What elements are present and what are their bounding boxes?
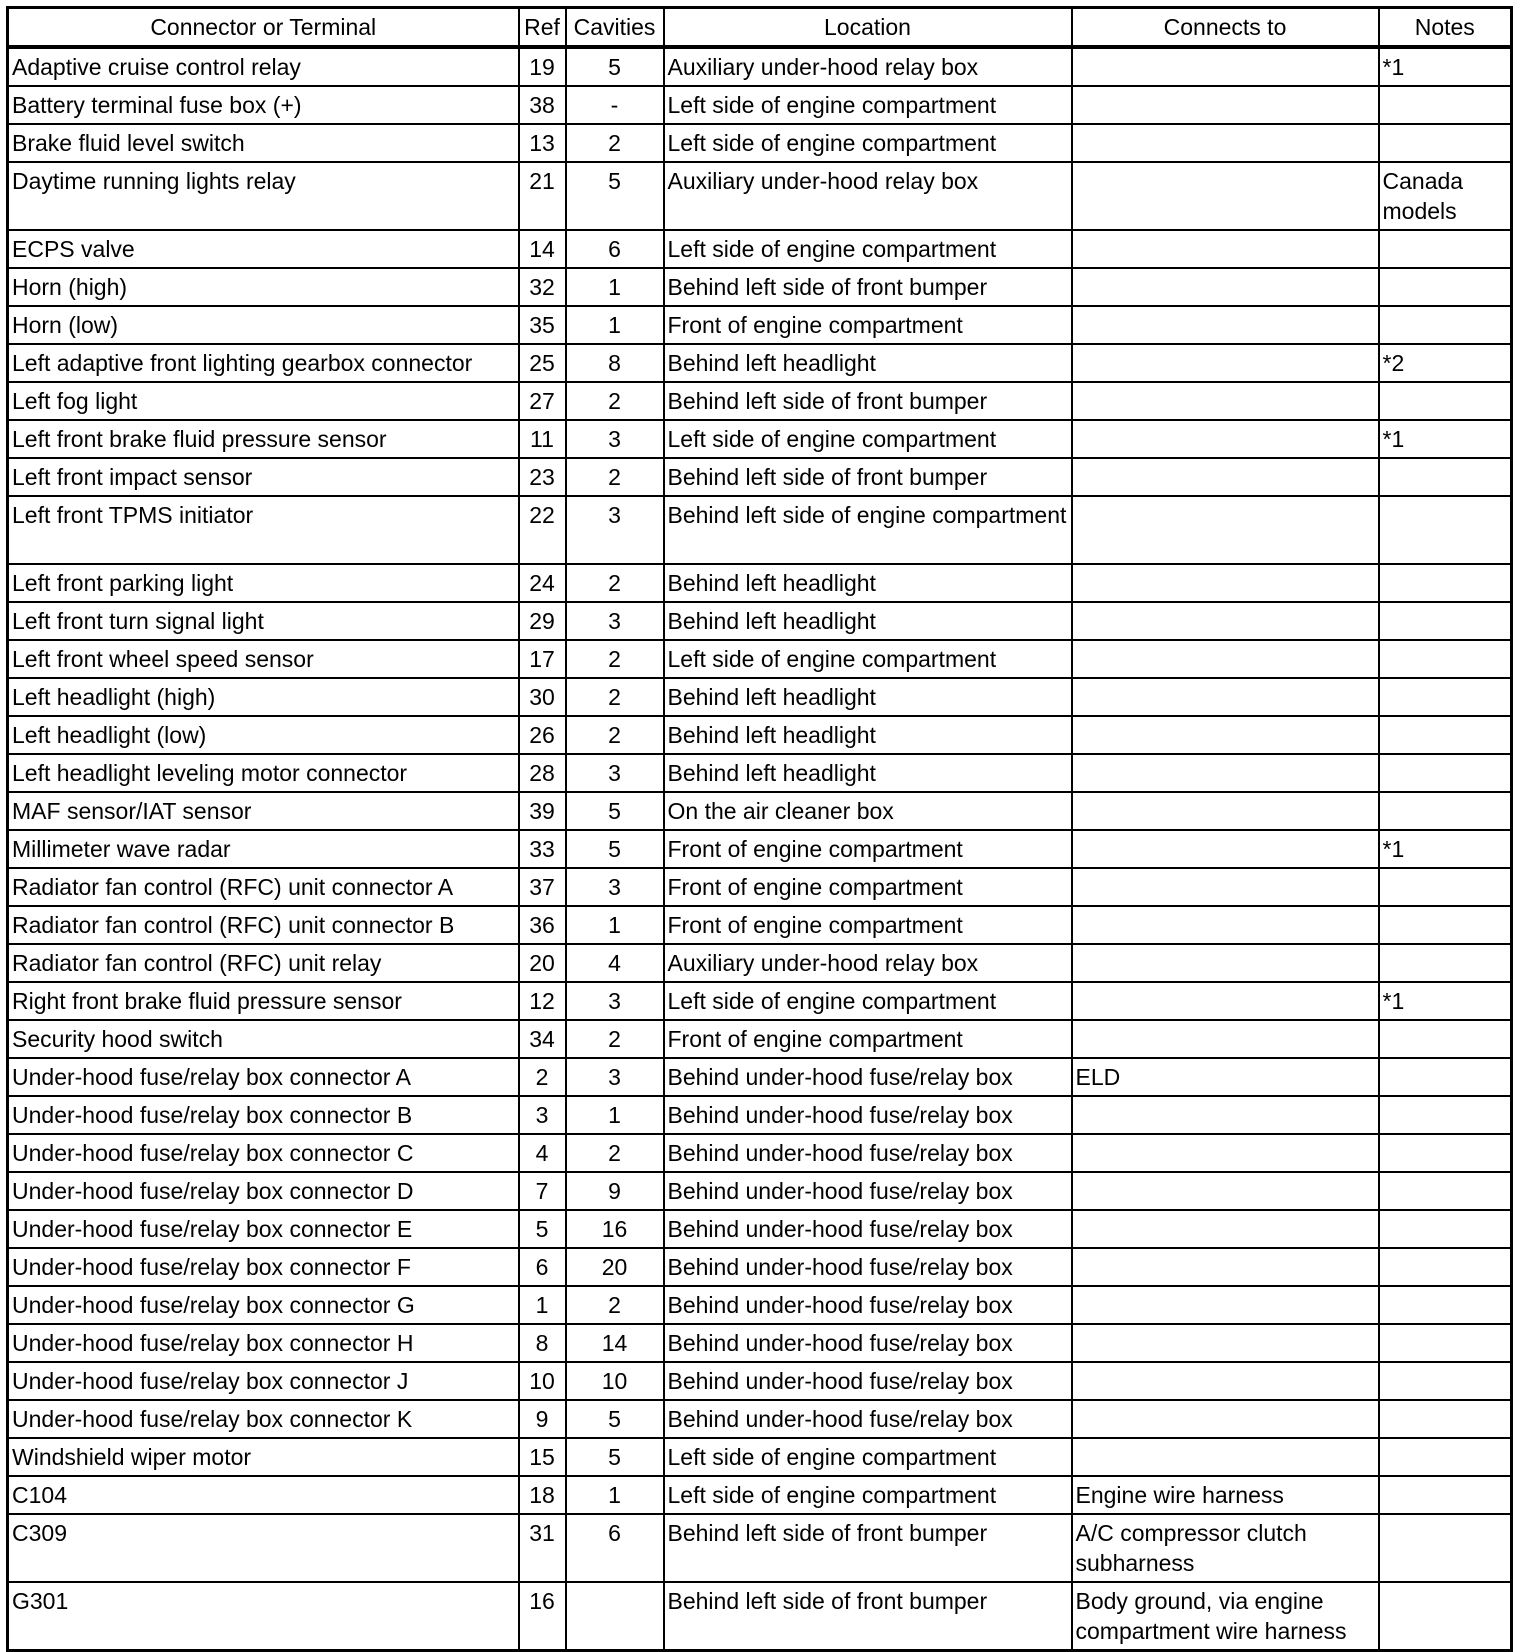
table-row [8,268,1512,306]
cell-connector: Under-hood fuse/relay box connector J [8,1362,519,1400]
cell-ref: 20 [519,944,566,982]
cell-cavities: 5 [566,792,664,830]
cell-cavities: 2 [566,1286,664,1324]
cell-ref: 3 [519,1096,566,1134]
table-row [8,906,1512,944]
cell-cavities: 5 [566,1400,664,1438]
cell-cavities: 3 [566,1058,664,1096]
cell-cavities: - [566,86,664,124]
cell-connects-to [1072,1286,1379,1324]
cell-connector: Radiator fan control (RFC) unit connector B [8,906,519,944]
cell-cavities: 9 [566,1172,664,1210]
cell-cavities: 2 [566,1134,664,1172]
header-cavities: Cavities [566,8,664,48]
cell-connects-to [1072,344,1379,382]
cell-ref: 17 [519,640,566,678]
cell-cavities: 3 [566,496,664,564]
cell-location: Behind left side of front bumper [664,458,1072,496]
cell-ref: 14 [519,230,566,268]
cell-notes [1379,1172,1512,1210]
cell-location: Behind under-hood fuse/relay box [664,1134,1072,1172]
cell-cavities: 10 [566,1362,664,1400]
cell-connector: MAF sensor/IAT sensor [8,792,519,830]
cell-location: Front of engine compartment [664,1020,1072,1058]
cell-location: Behind left headlight [664,344,1072,382]
cell-connector: Windshield wiper motor [8,1438,519,1476]
cell-connector: Left front brake fluid pressure sensor [8,420,519,458]
cell-notes [1379,1248,1512,1286]
cell-ref: 13 [519,124,566,162]
cell-cavities: 3 [566,602,664,640]
cell-location: Behind left headlight [664,678,1072,716]
table-row [8,1248,1512,1286]
table-row [8,754,1512,792]
cell-cavities: 16 [566,1210,664,1248]
table-row [8,420,1512,458]
cell-location: Auxiliary under-hood relay box [664,944,1072,982]
cell-cavities: 4 [566,944,664,982]
cell-notes: Canada models [1379,162,1512,230]
cell-connects-to [1072,47,1379,86]
cell-connects-to [1072,306,1379,344]
cell-notes [1379,1210,1512,1248]
cell-cavities: 1 [566,268,664,306]
cell-notes [1379,868,1512,906]
cell-ref: 7 [519,1172,566,1210]
cell-location: Left side of engine compartment [664,1438,1072,1476]
cell-notes [1379,1476,1512,1514]
header-notes: Notes [1379,8,1512,48]
table-row [8,868,1512,906]
cell-ref: 2 [519,1058,566,1096]
cell-location: Left side of engine compartment [664,420,1072,458]
table-row [8,124,1512,162]
header-row [8,8,1512,48]
cell-notes [1379,792,1512,830]
cell-connects-to [1072,1400,1379,1438]
cell-cavities: 5 [566,162,664,230]
cell-notes [1379,754,1512,792]
cell-ref: 12 [519,982,566,1020]
cell-connects-to: ELD [1072,1058,1379,1096]
table-row [8,944,1512,982]
cell-connects-to [1072,1210,1379,1248]
cell-notes [1379,86,1512,124]
cell-notes [1379,1324,1512,1362]
table-row [8,1210,1512,1248]
cell-connector: Horn (high) [8,268,519,306]
cell-notes: *1 [1379,830,1512,868]
cell-ref: 28 [519,754,566,792]
cell-connector: Under-hood fuse/relay box connector C [8,1134,519,1172]
table-row [8,1286,1512,1324]
cell-connects-to: A/C compressor clutch subharness [1072,1514,1379,1582]
cell-cavities: 3 [566,868,664,906]
cell-connects-to [1072,1172,1379,1210]
cell-location: Behind under-hood fuse/relay box [664,1058,1072,1096]
cell-connects-to [1072,754,1379,792]
cell-connector: Under-hood fuse/relay box connector K [8,1400,519,1438]
cell-notes [1379,1582,1512,1651]
cell-connects-to [1072,602,1379,640]
cell-notes [1379,230,1512,268]
cell-connects-to [1072,944,1379,982]
cell-ref: 27 [519,382,566,420]
cell-notes [1379,944,1512,982]
cell-notes [1379,564,1512,602]
cell-connector: Under-hood fuse/relay box connector D [8,1172,519,1210]
cell-cavities: 20 [566,1248,664,1286]
cell-cavities: 1 [566,906,664,944]
cell-cavities: 5 [566,1438,664,1476]
cell-connects-to [1072,1362,1379,1400]
cell-notes: *1 [1379,420,1512,458]
cell-cavities: 2 [566,716,664,754]
table-row [8,1582,1512,1651]
cell-connector: Left front wheel speed sensor [8,640,519,678]
cell-ref: 21 [519,162,566,230]
cell-cavities: 6 [566,1514,664,1582]
cell-location: Behind under-hood fuse/relay box [664,1400,1072,1438]
cell-location: Behind under-hood fuse/relay box [664,1096,1072,1134]
cell-ref: 6 [519,1248,566,1286]
cell-location: Behind left headlight [664,716,1072,754]
cell-notes [1379,1514,1512,1582]
cell-connector: G301 [8,1582,519,1651]
cell-connects-to [1072,640,1379,678]
cell-connector: Left headlight leveling motor connector [8,754,519,792]
cell-connector: Under-hood fuse/relay box connector F [8,1248,519,1286]
cell-ref: 29 [519,602,566,640]
cell-connects-to [1072,1134,1379,1172]
cell-location: Front of engine compartment [664,306,1072,344]
cell-cavities: 14 [566,1324,664,1362]
cell-notes: *1 [1379,47,1512,86]
cell-connector: Right front brake fluid pressure sensor [8,982,519,1020]
header-ref: Ref [519,8,566,48]
cell-connector: Left headlight (high) [8,678,519,716]
cell-connector: Left adaptive front lighting gearbox connector [8,344,519,382]
cell-location: Behind left headlight [664,602,1072,640]
cell-ref: 33 [519,830,566,868]
cell-location: Left side of engine compartment [664,640,1072,678]
cell-cavities: 3 [566,754,664,792]
table-body [8,47,1512,1651]
cell-connector: Security hood switch [8,1020,519,1058]
cell-connects-to [1072,268,1379,306]
cell-location: Left side of engine compartment [664,982,1072,1020]
table-row [8,458,1512,496]
cell-cavities: 2 [566,382,664,420]
cell-cavities: 1 [566,1476,664,1514]
cell-connects-to [1072,906,1379,944]
cell-cavities: 6 [566,230,664,268]
cell-connector: Left front turn signal light [8,602,519,640]
cell-connects-to [1072,830,1379,868]
cell-connector: Radiator fan control (RFC) unit connector A [8,868,519,906]
table-row [8,382,1512,420]
cell-connector: Brake fluid level switch [8,124,519,162]
cell-cavities: 5 [566,47,664,86]
table-row [8,306,1512,344]
table-row [8,678,1512,716]
cell-location: Left side of engine compartment [664,1476,1072,1514]
cell-connects-to [1072,1248,1379,1286]
cell-connects-to [1072,496,1379,564]
cell-connector: Battery terminal fuse box (+) [8,86,519,124]
cell-notes [1379,124,1512,162]
table-row [8,1172,1512,1210]
cell-connects-to [1072,678,1379,716]
cell-connector: Radiator fan control (RFC) unit relay [8,944,519,982]
table-row [8,1020,1512,1058]
cell-connector: Left headlight (low) [8,716,519,754]
table-row [8,1058,1512,1096]
cell-location: Behind under-hood fuse/relay box [664,1362,1072,1400]
cell-ref: 34 [519,1020,566,1058]
cell-notes [1379,1286,1512,1324]
cell-connector: Adaptive cruise control relay [8,47,519,86]
cell-ref: 1 [519,1286,566,1324]
cell-notes [1379,678,1512,716]
cell-location: Behind under-hood fuse/relay box [664,1248,1072,1286]
cell-ref: 35 [519,306,566,344]
cell-location: Behind left headlight [664,564,1072,602]
cell-ref: 9 [519,1400,566,1438]
cell-connects-to [1072,868,1379,906]
cell-connects-to [1072,792,1379,830]
cell-notes [1379,1400,1512,1438]
cell-location: Behind under-hood fuse/relay box [664,1210,1072,1248]
cell-notes [1379,1362,1512,1400]
cell-ref: 5 [519,1210,566,1248]
cell-notes [1379,906,1512,944]
cell-cavities: 2 [566,678,664,716]
cell-location: Left side of engine compartment [664,230,1072,268]
cell-location: Behind left side of front bumper [664,1514,1072,1582]
cell-ref: 39 [519,792,566,830]
cell-location: Behind left headlight [664,754,1072,792]
cell-connector: Horn (low) [8,306,519,344]
cell-connects-to [1072,86,1379,124]
cell-notes [1379,496,1512,564]
table-row [8,830,1512,868]
cell-ref: 30 [519,678,566,716]
cell-notes [1379,1096,1512,1134]
table-row [8,496,1512,564]
cell-ref: 19 [519,47,566,86]
table-row [8,716,1512,754]
cell-notes [1379,602,1512,640]
cell-cavities: 5 [566,830,664,868]
cell-connects-to [1072,564,1379,602]
cell-location: Left side of engine compartment [664,124,1072,162]
cell-notes: *1 [1379,982,1512,1020]
cell-connects-to: Body ground, via engine compartment wire harness [1072,1582,1379,1651]
table-row [8,344,1512,382]
connector-table [6,6,1513,1652]
table-row [8,792,1512,830]
cell-location: Behind left side of front bumper [664,382,1072,420]
cell-connector: Under-hood fuse/relay box connector B [8,1096,519,1134]
cell-cavities: 2 [566,564,664,602]
cell-location: Behind left side of front bumper [664,268,1072,306]
cell-cavities: 1 [566,306,664,344]
table-row [8,1400,1512,1438]
cell-connects-to [1072,420,1379,458]
table-row [8,1476,1512,1514]
cell-connects-to [1072,124,1379,162]
cell-connector: Left front impact sensor [8,458,519,496]
cell-connects-to [1072,1324,1379,1362]
table-row [8,47,1512,86]
cell-connector: Under-hood fuse/relay box connector G [8,1286,519,1324]
cell-ref: 22 [519,496,566,564]
cell-ref: 31 [519,1514,566,1582]
cell-ref: 38 [519,86,566,124]
cell-location: Behind under-hood fuse/relay box [664,1324,1072,1362]
cell-location: Front of engine compartment [664,906,1072,944]
cell-cavities [566,1582,664,1651]
table-row [8,1134,1512,1172]
cell-location: Behind under-hood fuse/relay box [664,1172,1072,1210]
header-connector: Connector or Terminal [8,8,519,48]
table-row [8,86,1512,124]
cell-notes [1379,1134,1512,1172]
cell-cavities: 2 [566,640,664,678]
cell-connects-to [1072,1096,1379,1134]
cell-ref: 10 [519,1362,566,1400]
cell-connects-to [1072,982,1379,1020]
cell-notes [1379,306,1512,344]
cell-connector: ECPS valve [8,230,519,268]
table-row [8,640,1512,678]
cell-location: Auxiliary under-hood relay box [664,162,1072,230]
cell-notes [1379,1020,1512,1058]
cell-location: Left side of engine compartment [664,86,1072,124]
cell-connector: Millimeter wave radar [8,830,519,868]
cell-location: Front of engine compartment [664,868,1072,906]
cell-notes [1379,1058,1512,1096]
cell-cavities: 2 [566,1020,664,1058]
cell-connects-to [1072,1020,1379,1058]
cell-notes [1379,1438,1512,1476]
cell-connects-to [1072,1438,1379,1476]
cell-notes: *2 [1379,344,1512,382]
cell-ref: 15 [519,1438,566,1476]
table-row [8,564,1512,602]
cell-ref: 11 [519,420,566,458]
table-row [8,602,1512,640]
cell-connects-to: Engine wire harness [1072,1476,1379,1514]
cell-cavities: 3 [566,420,664,458]
cell-notes [1379,382,1512,420]
cell-location: Behind left side of engine compartment [664,496,1072,564]
cell-cavities: 2 [566,124,664,162]
cell-connects-to [1072,716,1379,754]
table-row [8,162,1512,230]
header-location: Location [664,8,1072,48]
cell-ref: 18 [519,1476,566,1514]
cell-connects-to [1072,382,1379,420]
cell-connector: Daytime running lights relay [8,162,519,230]
table-row [8,1362,1512,1400]
cell-ref: 37 [519,868,566,906]
cell-connector: Under-hood fuse/relay box connector E [8,1210,519,1248]
cell-notes [1379,640,1512,678]
cell-connector: C104 [8,1476,519,1514]
cell-connects-to [1072,162,1379,230]
cell-ref: 8 [519,1324,566,1362]
cell-cavities: 3 [566,982,664,1020]
cell-notes [1379,268,1512,306]
cell-connector: Under-hood fuse/relay box connector H [8,1324,519,1362]
cell-ref: 32 [519,268,566,306]
cell-cavities: 8 [566,344,664,382]
cell-ref: 16 [519,1582,566,1651]
cell-location: Auxiliary under-hood relay box [664,47,1072,86]
cell-notes [1379,458,1512,496]
cell-connects-to [1072,458,1379,496]
table-row [8,1096,1512,1134]
cell-connector: Left fog light [8,382,519,420]
cell-ref: 23 [519,458,566,496]
cell-connector: Left front TPMS initiator [8,496,519,564]
cell-notes [1379,716,1512,754]
cell-location: Behind under-hood fuse/relay box [664,1286,1072,1324]
cell-ref: 26 [519,716,566,754]
cell-location: On the air cleaner box [664,792,1072,830]
cell-location: Behind left side of front bumper [664,1582,1072,1651]
header-connects-to: Connects to [1072,8,1379,48]
cell-connector: Under-hood fuse/relay box connector A [8,1058,519,1096]
table-row [8,982,1512,1020]
cell-connects-to [1072,230,1379,268]
cell-cavities: 1 [566,1096,664,1134]
table-row [8,1324,1512,1362]
cell-connector: Left front parking light [8,564,519,602]
table-row [8,1438,1512,1476]
cell-ref: 24 [519,564,566,602]
table-row [8,230,1512,268]
cell-ref: 25 [519,344,566,382]
cell-location: Front of engine compartment [664,830,1072,868]
cell-ref: 36 [519,906,566,944]
table-row [8,1514,1512,1582]
cell-cavities: 2 [566,458,664,496]
cell-connector: C309 [8,1514,519,1582]
cell-ref: 4 [519,1134,566,1172]
